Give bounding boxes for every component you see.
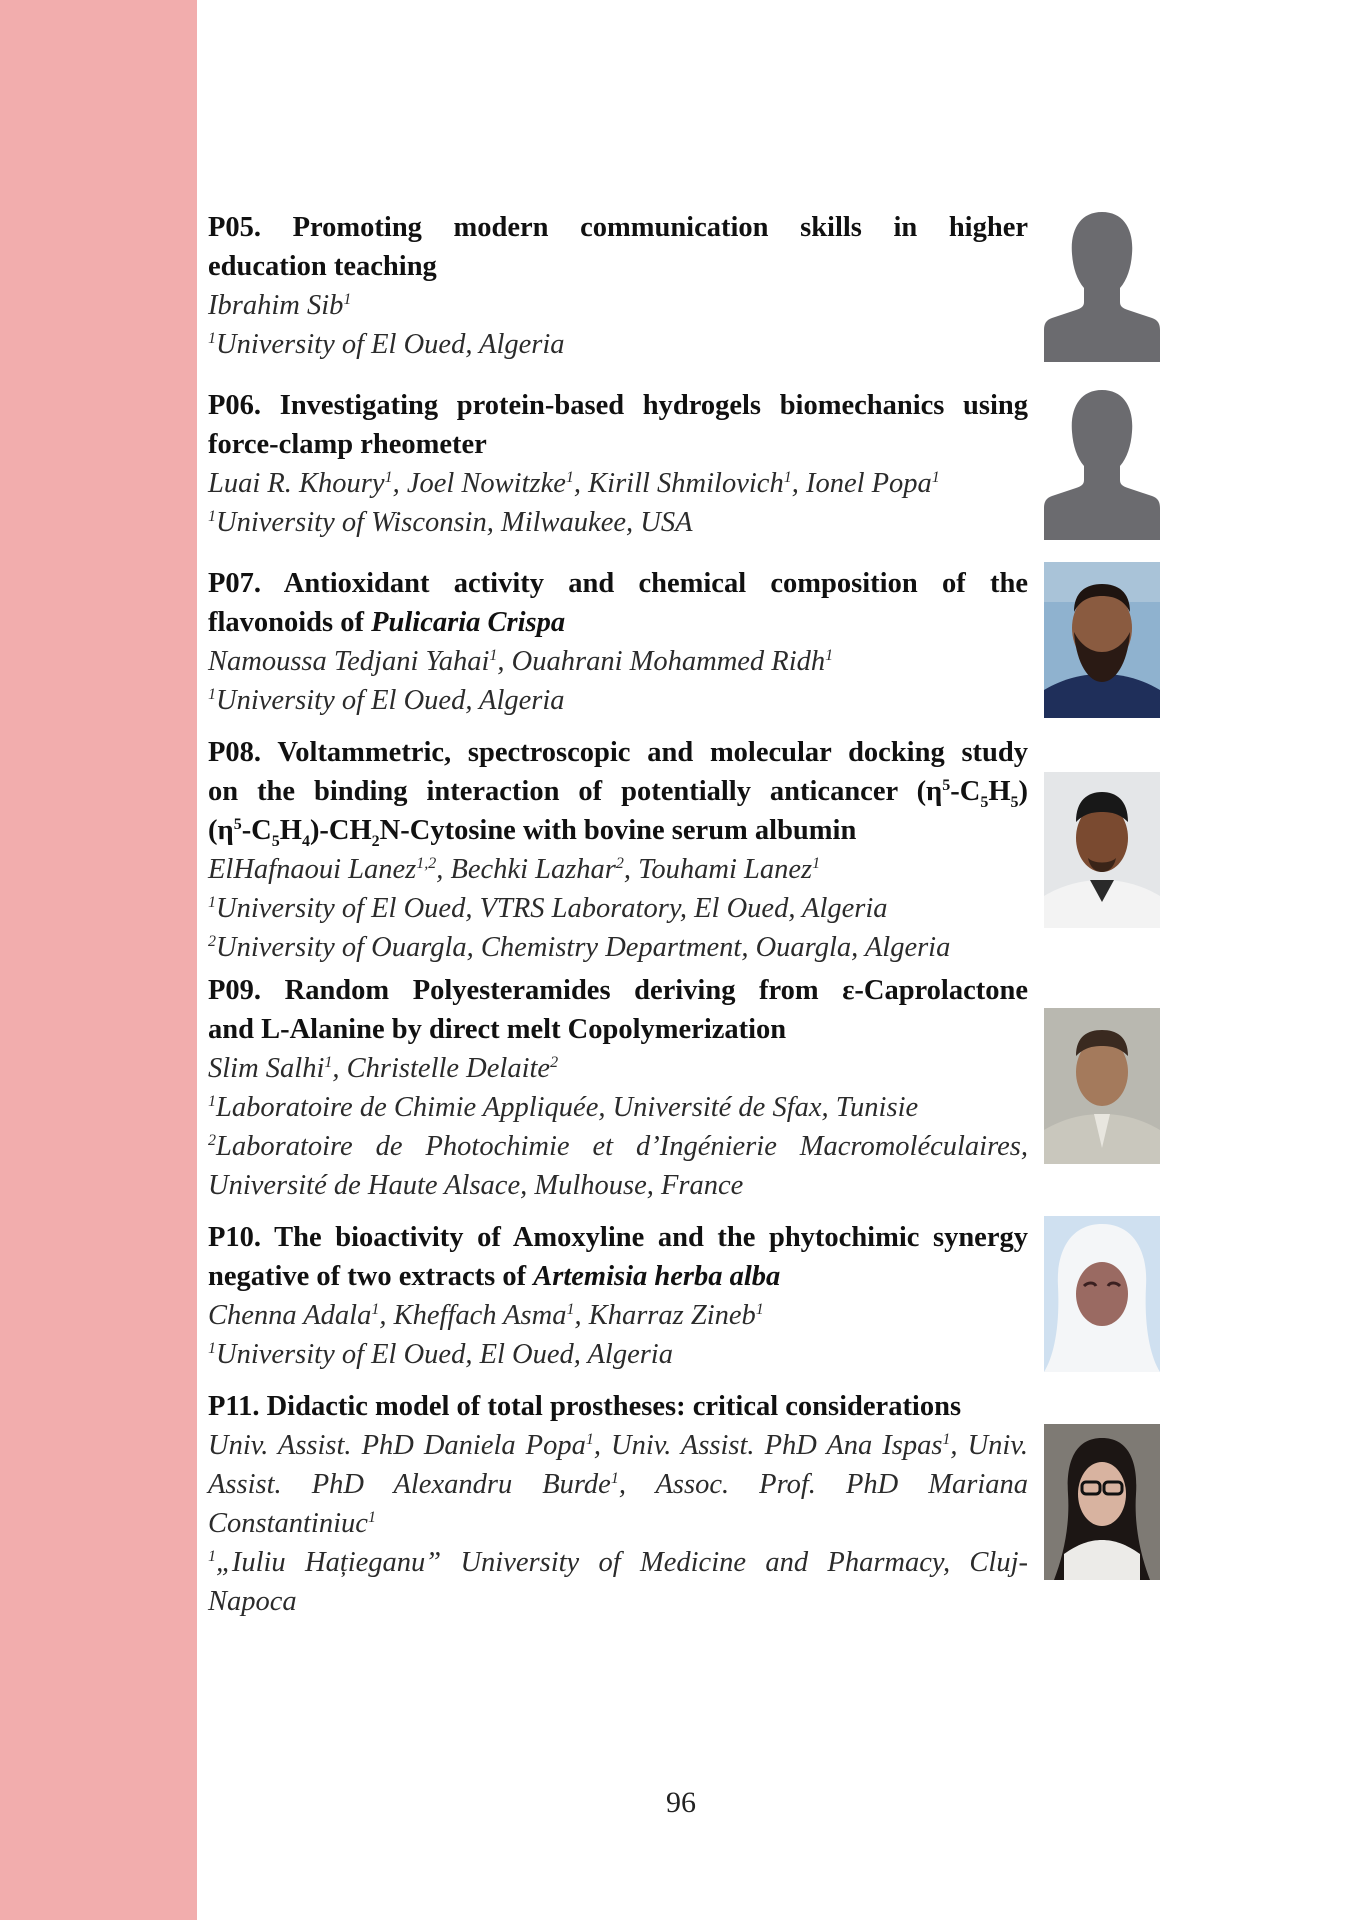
- abstract-entry-p11: [208, 1387, 1028, 1621]
- entry-authors-cont: Constantiniuc$^1$: [208, 1508, 376, 1539]
- entry-affiliation: $^1$University of El Oued, VTRS Laboratory, El Oued, Algeria: [208, 893, 888, 924]
- author-photo: [1044, 1008, 1160, 1164]
- entry-title-cont: negative of two extracts of Artemisia herba alba: [208, 1261, 781, 1292]
- entry-title-cont: and L-Alanine by direct melt Copolymerization: [208, 1014, 787, 1045]
- entry-affiliation: $^1$University of El Oued, El Oued, Algeria: [208, 1339, 673, 1370]
- entry-title: P10. The bioactivity of Amoxyline and the phytochimic synergy: [208, 1222, 1028, 1253]
- abstract-entry-p10: [208, 1218, 1028, 1374]
- author-photo: [1044, 1424, 1160, 1580]
- entry-affiliation: $^1$„Iuliu Hațieganu” University of Medicine and Pharmacy, Cluj-: [208, 1547, 1028, 1578]
- author-photo-placeholder: [1044, 384, 1160, 540]
- abstract-entry-p06: [208, 386, 1028, 542]
- entry-authors: Luai R. Khoury$^1$, Joel Nowitzke$^1$, Kirill Shmilovich$^1$, Ionel Popa$^1$: [208, 468, 940, 499]
- entry-affiliation: $^1$University of El Oued, Algeria: [208, 685, 565, 716]
- entry-title: P06. Investigating protein-based hydrogels biomechanics using: [208, 390, 1028, 421]
- entry-affiliation-cont: Napoca: [208, 1586, 297, 1617]
- entry-title-cont: $(\eta^5-C_5H_4)-CH_2N$-Cytosine with bovine serum albumin: [208, 815, 857, 850]
- author-photo: [1044, 1216, 1160, 1372]
- entry-affiliation: $^2$Laboratoire de Photochimie et d’Ingénierie Macromoléculaires,: [208, 1131, 1028, 1162]
- entry-affiliation: $^1$University of El Oued, Algeria: [208, 329, 565, 360]
- entry-authors: Univ. Assist. PhD Daniela Popa$^1$, Univ. Assist. PhD Ana Ispas$^1$, Univ.: [208, 1430, 1028, 1461]
- entry-title-cont: on the binding interaction of potentially anticancer $(\eta^5-C_5H_5)$: [208, 776, 1028, 811]
- entry-authors: ElHafnaoui Lanez$^{1,2}$, Bechki Lazhar$^2$, Touhami Lanez$^1$: [208, 854, 821, 885]
- author-photo-placeholder: [1044, 206, 1160, 362]
- entry-title-cont: flavonoids of Pulicaria Crispa: [208, 607, 566, 638]
- entry-authors: Slim Salhi$^1$, Christelle Delaite$^2$: [208, 1053, 559, 1084]
- entry-title: P09. Random Polyesteramides deriving from ε-Caprolactone: [208, 975, 1028, 1006]
- author-photo: [1044, 772, 1160, 928]
- entry-affiliation: $^1$Laboratoire de Chimie Appliquée, Université de Sfax, Tunisie: [208, 1092, 919, 1123]
- entry-title-cont: education teaching: [208, 251, 437, 282]
- entry-affiliation-cont: Université de Haute Alsace, Mulhouse, France: [208, 1170, 744, 1201]
- entry-affiliation: $^1$University of Wisconsin, Milwaukee, USA: [208, 507, 693, 538]
- author-photo: [1044, 562, 1160, 718]
- entry-title: P08. Voltammetric, spectroscopic and molecular docking study: [208, 737, 1028, 768]
- entry-title-cont: force-clamp rheometer: [208, 429, 487, 460]
- entry-authors-cont: Assist. PhD Alexandru Burde$^1$, Assoc. Prof. PhD Mariana: [208, 1469, 1029, 1500]
- entry-affiliation: $^2$University of Ouargla, Chemistry Department, Ouargla, Algeria: [208, 932, 951, 963]
- entry-authors: Chenna Adala$^1$, Kheffach Asma$^1$, Kharraz Zineb$^1$: [208, 1300, 764, 1331]
- abstract-entry-p08: [208, 733, 1028, 967]
- entry-title: P05. Promoting modern communication skills in higher: [208, 212, 1029, 243]
- abstract-entry-p07: [208, 564, 1028, 720]
- page-number: 96: [666, 1786, 696, 1819]
- abstract-entry-p05: [208, 208, 1028, 364]
- abstract-entry-p09: [208, 971, 1028, 1205]
- entry-title: P07. Antioxidant activity and chemical composition of the: [208, 568, 1028, 599]
- entry-title: P11. Didactic model of total prostheses: critical considerations: [208, 1391, 962, 1422]
- entry-authors: Ibrahim Sib$^1$: [208, 290, 352, 321]
- entry-authors: Namoussa Tedjani Yahai$^1$, Ouahrani Mohammed Ridh$^1$: [208, 646, 834, 677]
- page-margin-band: [0, 0, 197, 1920]
